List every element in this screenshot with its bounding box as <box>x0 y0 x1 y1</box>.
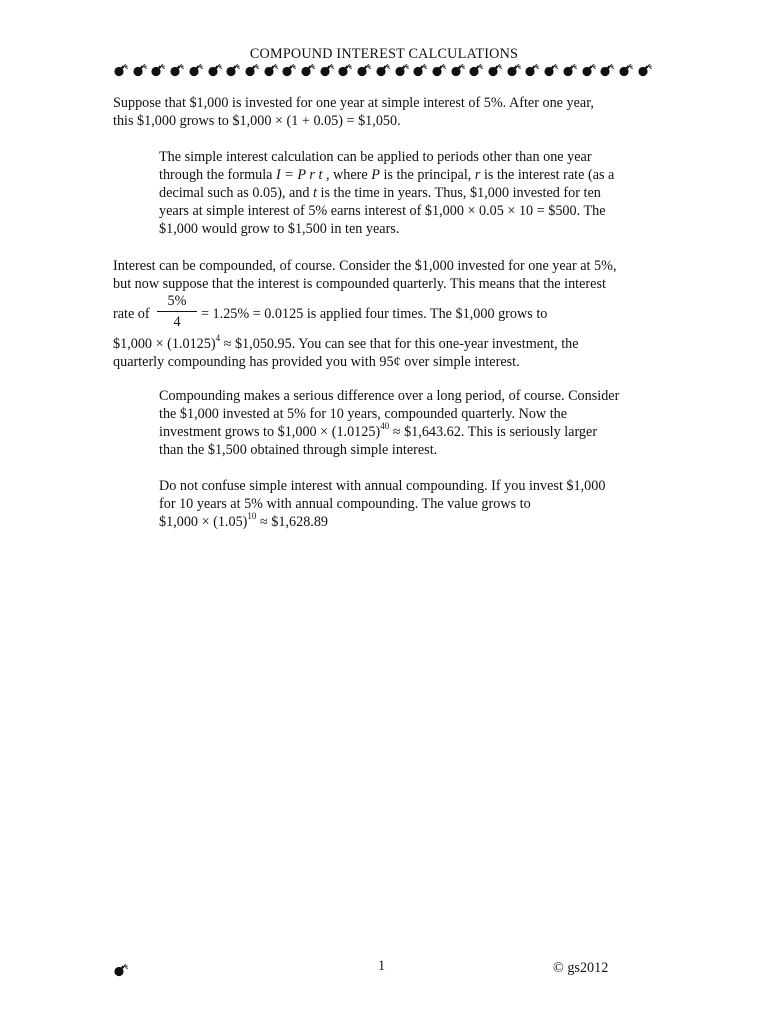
bomb-icon <box>356 63 372 77</box>
bomb-icon <box>394 63 410 77</box>
bomb-icon <box>431 63 447 77</box>
text-fragment: ≈ $1,643.62. This is seriously larger <box>389 424 598 440</box>
text-fragment: $1,000 × (1.0125) <box>113 336 216 352</box>
bomb-icon <box>244 63 260 77</box>
variable-t: t <box>313 185 317 201</box>
text-line: for 10 years at 5% with annual compounding. The value grows to <box>159 496 531 512</box>
paragraph-simple-interest <box>113 94 653 130</box>
paragraph-quarterly-compounding <box>113 257 653 371</box>
bomb-icon <box>113 963 129 977</box>
text-line: quarterly compounding has provided you with 95¢ over simple interest. <box>113 354 520 370</box>
bomb-icon <box>150 63 166 77</box>
bomb-icon <box>207 63 223 77</box>
bomb-icon <box>599 63 615 77</box>
text-line <box>159 423 653 441</box>
bomb-icon <box>113 63 129 77</box>
text-line: Interest can be compounded, of course. Consider the $1,000 invested for one year at 5%, <box>113 258 617 274</box>
bomb-icon <box>450 63 466 77</box>
paragraph-annual-compounding <box>159 477 653 531</box>
copyright: © gs2012 <box>553 960 609 976</box>
bomb-icon <box>319 63 335 77</box>
bomb-icon <box>375 63 391 77</box>
fraction-denominator: 4 <box>173 314 181 330</box>
fraction-numerator: 5% <box>157 293 197 312</box>
text-line: but now suppose that the interest is compounded quarterly. This means that the interest <box>113 276 606 292</box>
text-line: $1,000 would grow to $1,500 in ten years. <box>159 221 400 237</box>
bomb-icon <box>188 63 204 77</box>
text-line: The simple interest calculation can be applied to periods other than one year <box>159 149 592 165</box>
bomb-icon <box>337 63 353 77</box>
bomb-icon <box>468 63 484 77</box>
bomb-icon <box>300 63 316 77</box>
text-fragment: decimal such as 0.05), and <box>159 185 314 201</box>
text-fragment: is the principal, <box>379 167 475 183</box>
paragraph-simple-formula <box>159 148 653 238</box>
text-line <box>159 513 653 531</box>
text-fragment: ≈ $1,628.89 <box>256 514 329 530</box>
exponent: 10 <box>247 511 257 521</box>
bomb-icon <box>562 63 578 77</box>
bomb-divider <box>113 62 653 78</box>
text-fragment: through the formula <box>159 167 277 183</box>
text-fragment: $1,000 × (1.05) <box>159 514 248 530</box>
text-fragment: ≈ $1,050.95. You can see that for this one-year investment, the <box>220 336 579 352</box>
bomb-icon <box>506 63 522 77</box>
text-line: than the $1,500 obtained through simple interest. <box>159 442 438 458</box>
text-line: this $1,000 grows to $1,000 × (1 + 0.05) = $1,050. <box>113 113 401 129</box>
text-line: Suppose that $1,000 is invested for one year at simple interest of 5%. After one year, <box>113 95 594 111</box>
text-line <box>113 335 653 353</box>
bomb-icon <box>169 63 185 77</box>
bomb-icon <box>524 63 540 77</box>
page-number: 1 <box>378 958 386 974</box>
text-line <box>159 184 653 202</box>
text-fragment: = 1.25% = 0.0125 is applied four times. The $1,000 grows to <box>201 306 548 322</box>
text-line: the $1,000 invested at 5% for 10 years, compounded quarterly. Now the <box>159 406 568 422</box>
text-fragment: is the time in years. Thus, $1,000 invested for ten <box>317 185 601 201</box>
text-fragment: is the interest rate (as a <box>480 167 615 183</box>
formula: I = P r t <box>276 167 323 183</box>
text-line <box>159 166 653 184</box>
fraction-line <box>113 293 653 335</box>
text-line: Do not confuse simple interest with annual compounding. If you invest $1,000 <box>159 478 606 494</box>
bomb-icon <box>263 63 279 77</box>
bomb-icon <box>543 63 559 77</box>
fraction <box>157 293 197 330</box>
text-fragment: investment grows to $1,000 × (1.0125) <box>159 424 381 440</box>
bomb-icon <box>487 63 503 77</box>
exponent: 4 <box>215 333 221 343</box>
bomb-icon <box>581 63 597 77</box>
exponent: 40 <box>380 421 390 431</box>
text-fragment: rate of <box>113 306 150 322</box>
variable-r: r <box>474 167 481 183</box>
text-fragment: , where <box>322 167 372 183</box>
bomb-icon <box>225 63 241 77</box>
bomb-icon <box>637 63 653 77</box>
bomb-icon <box>281 63 297 77</box>
text-line: years at simple interest of 5% earns interest of $1,000 × 0.05 × 10 = $500. The <box>159 203 606 219</box>
paragraph-long-period <box>159 387 653 459</box>
variable-p: P <box>371 167 380 183</box>
page-title: COMPOUND INTEREST CALCULATIONS <box>249 46 519 62</box>
bomb-icon <box>618 63 634 77</box>
bomb-icon <box>132 63 148 77</box>
text-line: Compounding makes a serious difference over a long period, of course. Consider <box>159 388 620 404</box>
bomb-icon <box>412 63 428 77</box>
